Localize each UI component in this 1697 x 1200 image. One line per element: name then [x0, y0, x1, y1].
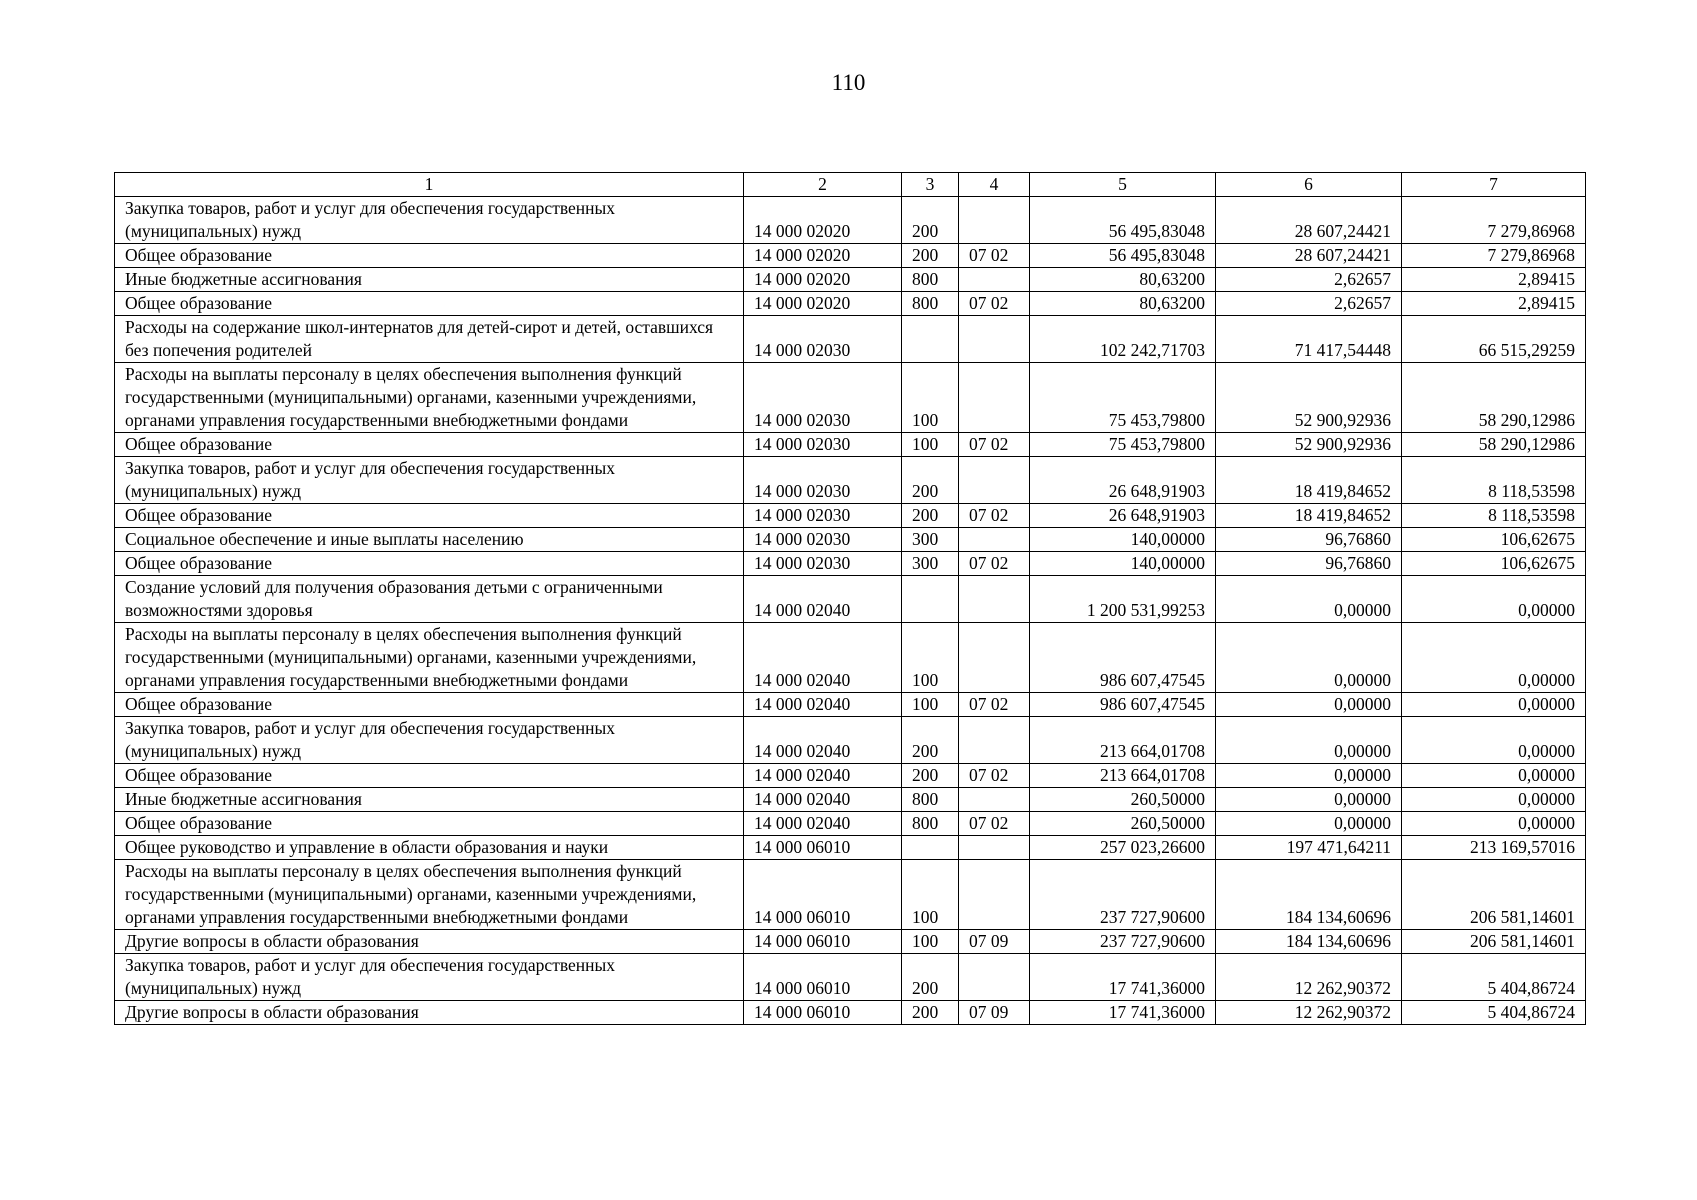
- table-body: [115, 197, 1586, 1025]
- amount-col6-cell: 18 419,84652: [1216, 504, 1402, 528]
- target-code-cell: 14 000 02030: [744, 316, 902, 363]
- amount-col5-cell: 1 200 531,99253: [1030, 576, 1216, 623]
- section-cell: [959, 316, 1030, 363]
- expense-type-cell: [902, 316, 959, 363]
- item-name-cell: Создание условий для получения образования детьми с ограниченными возможностями здоровья: [115, 576, 744, 623]
- amount-col5-cell: 102 242,71703: [1030, 316, 1216, 363]
- amount-col7-cell: 0,00000: [1402, 812, 1586, 836]
- item-name-cell: Закупка товаров, работ и услуг для обеспечения государственных (муниципальных) нужд: [115, 457, 744, 504]
- section-cell: [959, 836, 1030, 860]
- table-row: [115, 504, 1586, 528]
- target-code-cell: 14 000 02040: [744, 717, 902, 764]
- target-code-cell: 14 000 02020: [744, 268, 902, 292]
- table-row: [115, 244, 1586, 268]
- expense-type-cell: [902, 836, 959, 860]
- target-code-cell: 14 000 06010: [744, 860, 902, 930]
- item-name-cell: Расходы на выплаты персоналу в целях обеспечения выполнения функций государственными (муниципальными) органами, казенными учреждениями, органами управления государственными внебюджетными фондами: [115, 860, 744, 930]
- header-cell: 5: [1030, 173, 1216, 197]
- amount-col6-cell: 0,00000: [1216, 788, 1402, 812]
- target-code-cell: 14 000 02030: [744, 363, 902, 433]
- section-cell: [959, 363, 1030, 433]
- table-row: [115, 528, 1586, 552]
- section-cell: 07 02: [959, 433, 1030, 457]
- amount-col6-cell: 184 134,60696: [1216, 930, 1402, 954]
- amount-col5-cell: 260,50000: [1030, 812, 1216, 836]
- section-cell: [959, 197, 1030, 244]
- amount-col5-cell: 213 664,01708: [1030, 764, 1216, 788]
- amount-col7-cell: 0,00000: [1402, 623, 1586, 693]
- table-row: [115, 717, 1586, 764]
- amount-col6-cell: 28 607,24421: [1216, 197, 1402, 244]
- item-name-cell: Общее образование: [115, 812, 744, 836]
- target-code-cell: 14 000 02030: [744, 457, 902, 504]
- budget-table: [114, 172, 1586, 1025]
- target-code-cell: 14 000 06010: [744, 954, 902, 1001]
- amount-col6-cell: 52 900,92936: [1216, 363, 1402, 433]
- target-code-cell: 14 000 02030: [744, 528, 902, 552]
- amount-col7-cell: 213 169,57016: [1402, 836, 1586, 860]
- target-code-cell: 14 000 06010: [744, 930, 902, 954]
- item-name-cell: Закупка товаров, работ и услуг для обеспечения государственных (муниципальных) нужд: [115, 954, 744, 1001]
- item-name-cell: Закупка товаров, работ и услуг для обеспечения государственных (муниципальных) нужд: [115, 717, 744, 764]
- section-cell: 07 02: [959, 244, 1030, 268]
- section-cell: [959, 717, 1030, 764]
- header-row: [115, 173, 1586, 197]
- amount-col5-cell: 213 664,01708: [1030, 717, 1216, 764]
- table-row: [115, 197, 1586, 244]
- target-code-cell: 14 000 02040: [744, 812, 902, 836]
- amount-col6-cell: 197 471,64211: [1216, 836, 1402, 860]
- item-name-cell: Общее образование: [115, 292, 744, 316]
- table-row: [115, 788, 1586, 812]
- amount-col7-cell: 0,00000: [1402, 717, 1586, 764]
- expense-type-cell: [902, 576, 959, 623]
- table-row: [115, 552, 1586, 576]
- target-code-cell: 14 000 02020: [744, 244, 902, 268]
- header-cell: 3: [902, 173, 959, 197]
- section-cell: [959, 268, 1030, 292]
- amount-col6-cell: 0,00000: [1216, 812, 1402, 836]
- item-name-cell: Расходы на выплаты персоналу в целях обеспечения выполнения функций государственными (муниципальными) органами, казенными учреждениями, органами управления государственными внебюджетными фондами: [115, 363, 744, 433]
- section-cell: [959, 954, 1030, 1001]
- item-name-cell: Общее образование: [115, 504, 744, 528]
- expense-type-cell: 200: [902, 717, 959, 764]
- amount-col6-cell: 71 417,54448: [1216, 316, 1402, 363]
- target-code-cell: 14 000 02040: [744, 623, 902, 693]
- section-cell: [959, 788, 1030, 812]
- amount-col7-cell: 106,62675: [1402, 552, 1586, 576]
- amount-col6-cell: 0,00000: [1216, 623, 1402, 693]
- amount-col7-cell: 2,89415: [1402, 268, 1586, 292]
- header-cell: 7: [1402, 173, 1586, 197]
- amount-col7-cell: 8 118,53598: [1402, 504, 1586, 528]
- amount-col5-cell: 75 453,79800: [1030, 363, 1216, 433]
- amount-col6-cell: 0,00000: [1216, 717, 1402, 764]
- amount-col6-cell: 96,76860: [1216, 528, 1402, 552]
- amount-col5-cell: 56 495,83048: [1030, 197, 1216, 244]
- expense-type-cell: 100: [902, 623, 959, 693]
- amount-col7-cell: 8 118,53598: [1402, 457, 1586, 504]
- target-code-cell: 14 000 06010: [744, 836, 902, 860]
- header-cell: 4: [959, 173, 1030, 197]
- expense-type-cell: 200: [902, 244, 959, 268]
- amount-col7-cell: 7 279,86968: [1402, 197, 1586, 244]
- section-cell: [959, 576, 1030, 623]
- expense-type-cell: 100: [902, 860, 959, 930]
- table-row: [115, 693, 1586, 717]
- amount-col6-cell: 12 262,90372: [1216, 954, 1402, 1001]
- target-code-cell: 14 000 02030: [744, 552, 902, 576]
- amount-col7-cell: 0,00000: [1402, 764, 1586, 788]
- expense-type-cell: 800: [902, 788, 959, 812]
- expense-type-cell: 200: [902, 457, 959, 504]
- amount-col5-cell: 17 741,36000: [1030, 1001, 1216, 1025]
- section-cell: 07 09: [959, 930, 1030, 954]
- table-row: [115, 268, 1586, 292]
- item-name-cell: Иные бюджетные ассигнования: [115, 788, 744, 812]
- amount-col5-cell: 260,50000: [1030, 788, 1216, 812]
- expense-type-cell: 200: [902, 764, 959, 788]
- target-code-cell: 14 000 02040: [744, 693, 902, 717]
- amount-col5-cell: 80,63200: [1030, 268, 1216, 292]
- amount-col5-cell: 17 741,36000: [1030, 954, 1216, 1001]
- item-name-cell: Другие вопросы в области образования: [115, 930, 744, 954]
- target-code-cell: 14 000 02040: [744, 764, 902, 788]
- amount-col5-cell: 986 607,47545: [1030, 623, 1216, 693]
- item-name-cell: Общее образование: [115, 552, 744, 576]
- item-name-cell: Расходы на содержание школ-интернатов для детей-сирот и детей, оставшихся без попечения родителей: [115, 316, 744, 363]
- section-cell: 07 02: [959, 504, 1030, 528]
- table-row: [115, 457, 1586, 504]
- expense-type-cell: 800: [902, 812, 959, 836]
- amount-col7-cell: 106,62675: [1402, 528, 1586, 552]
- header-cell: 1: [115, 173, 744, 197]
- expense-type-cell: 200: [902, 954, 959, 1001]
- item-name-cell: Общее образование: [115, 433, 744, 457]
- amount-col7-cell: 58 290,12986: [1402, 433, 1586, 457]
- table-row: [115, 576, 1586, 623]
- section-cell: 07 02: [959, 552, 1030, 576]
- amount-col5-cell: 140,00000: [1030, 528, 1216, 552]
- amount-col7-cell: 0,00000: [1402, 576, 1586, 623]
- amount-col7-cell: 0,00000: [1402, 788, 1586, 812]
- amount-col7-cell: 7 279,86968: [1402, 244, 1586, 268]
- item-name-cell: Другие вопросы в области образования: [115, 1001, 744, 1025]
- amount-col5-cell: 986 607,47545: [1030, 693, 1216, 717]
- amount-col5-cell: 56 495,83048: [1030, 244, 1216, 268]
- target-code-cell: 14 000 02020: [744, 292, 902, 316]
- amount-col5-cell: 80,63200: [1030, 292, 1216, 316]
- table-row: [115, 316, 1586, 363]
- amount-col6-cell: 28 607,24421: [1216, 244, 1402, 268]
- expense-type-cell: 100: [902, 930, 959, 954]
- amount-col6-cell: 0,00000: [1216, 693, 1402, 717]
- amount-col6-cell: 96,76860: [1216, 552, 1402, 576]
- amount-col7-cell: 5 404,86724: [1402, 954, 1586, 1001]
- table-row: [115, 623, 1586, 693]
- section-cell: 07 02: [959, 812, 1030, 836]
- amount-col6-cell: 0,00000: [1216, 576, 1402, 623]
- section-cell: [959, 457, 1030, 504]
- table-row: [115, 930, 1586, 954]
- amount-col5-cell: 26 648,91903: [1030, 457, 1216, 504]
- expense-type-cell: 200: [902, 197, 959, 244]
- amount-col6-cell: 0,00000: [1216, 764, 1402, 788]
- amount-col5-cell: 140,00000: [1030, 552, 1216, 576]
- expense-type-cell: 100: [902, 433, 959, 457]
- target-code-cell: 14 000 06010: [744, 1001, 902, 1025]
- expense-type-cell: 100: [902, 693, 959, 717]
- amount-col6-cell: 2,62657: [1216, 268, 1402, 292]
- expense-type-cell: 300: [902, 528, 959, 552]
- item-name-cell: Социальное обеспечение и иные выплаты населению: [115, 528, 744, 552]
- expense-type-cell: 800: [902, 268, 959, 292]
- amount-col7-cell: 66 515,29259: [1402, 316, 1586, 363]
- amount-col7-cell: 5 404,86724: [1402, 1001, 1586, 1025]
- section-cell: 07 02: [959, 693, 1030, 717]
- section-cell: 07 02: [959, 292, 1030, 316]
- amount-col5-cell: 26 648,91903: [1030, 504, 1216, 528]
- header-cell: 2: [744, 173, 902, 197]
- amount-col6-cell: 18 419,84652: [1216, 457, 1402, 504]
- amount-col5-cell: 237 727,90600: [1030, 860, 1216, 930]
- target-code-cell: 14 000 02030: [744, 504, 902, 528]
- table-row: [115, 292, 1586, 316]
- table-row: [115, 433, 1586, 457]
- amount-col7-cell: 2,89415: [1402, 292, 1586, 316]
- amount-col7-cell: 206 581,14601: [1402, 930, 1586, 954]
- target-code-cell: 14 000 02020: [744, 197, 902, 244]
- expense-type-cell: 200: [902, 504, 959, 528]
- expense-type-cell: 200: [902, 1001, 959, 1025]
- amount-col7-cell: 58 290,12986: [1402, 363, 1586, 433]
- section-cell: [959, 623, 1030, 693]
- amount-col5-cell: 75 453,79800: [1030, 433, 1216, 457]
- amount-col7-cell: 0,00000: [1402, 693, 1586, 717]
- header-cell: 6: [1216, 173, 1402, 197]
- amount-col6-cell: 184 134,60696: [1216, 860, 1402, 930]
- section-cell: [959, 860, 1030, 930]
- table-row: [115, 1001, 1586, 1025]
- amount-col5-cell: 237 727,90600: [1030, 930, 1216, 954]
- item-name-cell: Общее образование: [115, 764, 744, 788]
- table-row: [115, 836, 1586, 860]
- item-name-cell: Иные бюджетные ассигнования: [115, 268, 744, 292]
- page-number: 110: [831, 70, 866, 95]
- amount-col5-cell: 257 023,26600: [1030, 836, 1216, 860]
- section-cell: 07 09: [959, 1001, 1030, 1025]
- table-row: [115, 812, 1586, 836]
- table-row: [115, 363, 1586, 433]
- amount-col6-cell: 2,62657: [1216, 292, 1402, 316]
- target-code-cell: 14 000 02040: [744, 576, 902, 623]
- table-row: [115, 954, 1586, 1001]
- item-name-cell: Общее образование: [115, 693, 744, 717]
- item-name-cell: Общее руководство и управление в области образования и науки: [115, 836, 744, 860]
- amount-col6-cell: 12 262,90372: [1216, 1001, 1402, 1025]
- table-row: [115, 860, 1586, 930]
- amount-col7-cell: 206 581,14601: [1402, 860, 1586, 930]
- item-name-cell: Закупка товаров, работ и услуг для обеспечения государственных (муниципальных) нужд: [115, 197, 744, 244]
- target-code-cell: 14 000 02040: [744, 788, 902, 812]
- table-row: [115, 764, 1586, 788]
- expense-type-cell: 100: [902, 363, 959, 433]
- section-cell: 07 02: [959, 764, 1030, 788]
- expense-type-cell: 300: [902, 552, 959, 576]
- item-name-cell: Общее образование: [115, 244, 744, 268]
- target-code-cell: 14 000 02030: [744, 433, 902, 457]
- expense-type-cell: 800: [902, 292, 959, 316]
- section-cell: [959, 528, 1030, 552]
- item-name-cell: Расходы на выплаты персоналу в целях обеспечения выполнения функций государственными (муниципальными) органами, казенными учреждениями, органами управления государственными внебюджетными фондами: [115, 623, 744, 693]
- amount-col6-cell: 52 900,92936: [1216, 433, 1402, 457]
